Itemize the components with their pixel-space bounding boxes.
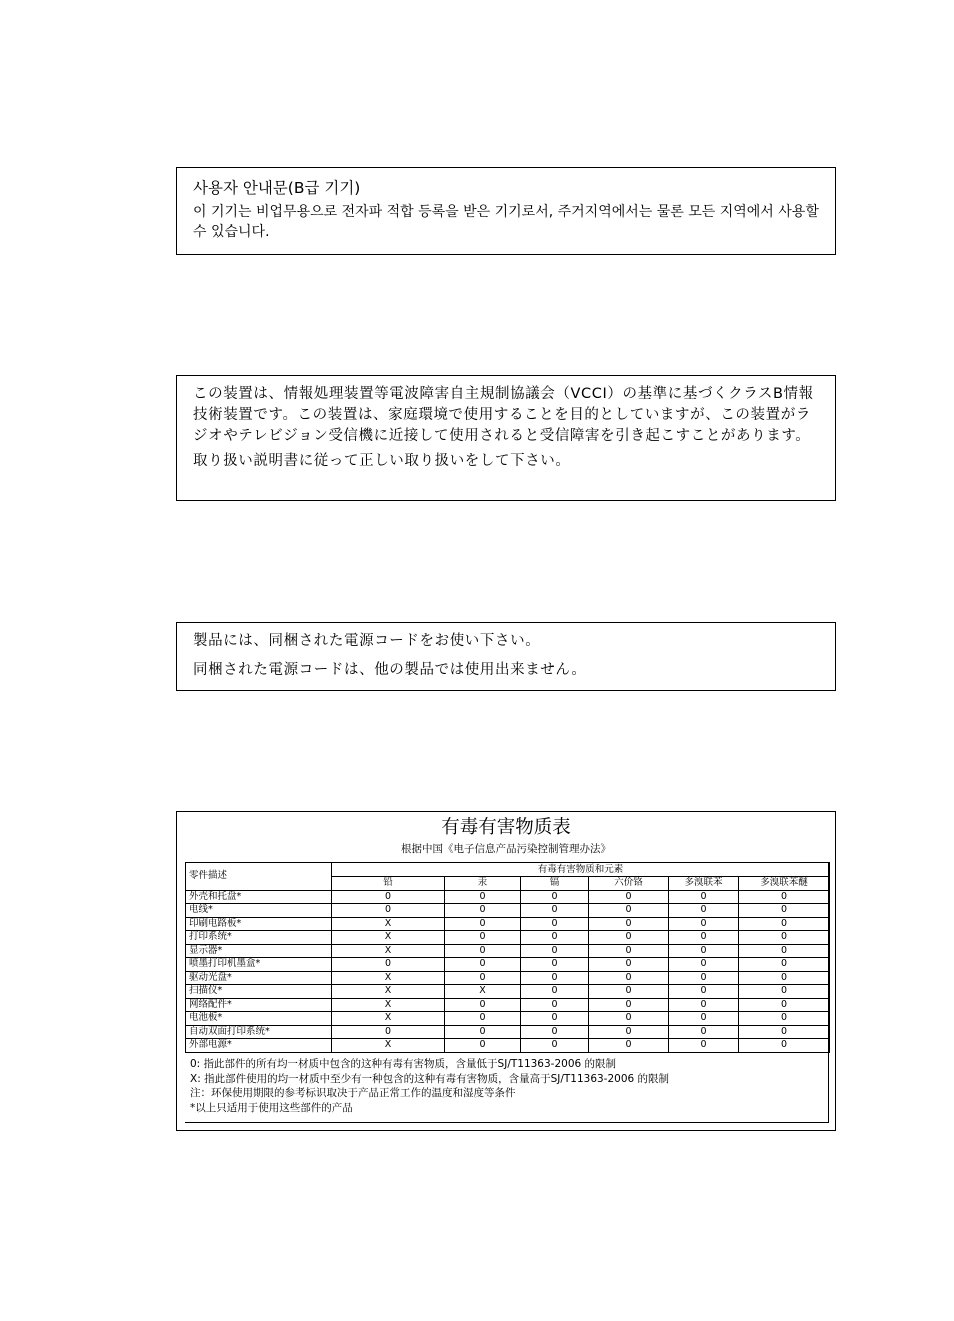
substance-value-cell: 0: [445, 998, 521, 1012]
substance-value-cell: 0: [589, 1039, 669, 1053]
power-cord-line-1: 製品には、同梱された電源コードをお使い下さい。: [193, 633, 541, 649]
substance-value-cell: X: [332, 971, 445, 985]
element-header: 六价铬: [589, 877, 669, 891]
table-row: [186, 1012, 830, 1026]
table-bottom-edge: [185, 1122, 829, 1123]
substance-value-cell: 0: [669, 985, 739, 999]
substance-value-cell: 0: [669, 1012, 739, 1026]
hazard-note: *以上只适用于使用这些部件的产品: [190, 1101, 353, 1114]
substance-value-cell: 0: [521, 931, 589, 945]
substance-value-cell: 0: [589, 998, 669, 1012]
substance-value-cell: 0: [521, 1025, 589, 1039]
part-name-cell: 电线*: [186, 904, 332, 918]
substance-value-cell: 0: [589, 1012, 669, 1026]
substance-value-cell: 0: [739, 944, 830, 958]
substance-value-cell: X: [332, 1012, 445, 1026]
part-name-cell: 扫描仪*: [186, 985, 332, 999]
substance-value-cell: 0: [332, 904, 445, 918]
substance-value-cell: 0: [739, 917, 830, 931]
substance-value-cell: 0: [589, 958, 669, 972]
substance-value-cell: 0: [589, 904, 669, 918]
substance-value-cell: 0: [739, 1025, 830, 1039]
substance-value-cell: 0: [589, 931, 669, 945]
element-header: 铅: [332, 877, 445, 891]
part-name-cell: 喷墨打印机墨盒*: [186, 958, 332, 972]
substance-value-cell: 0: [739, 985, 830, 999]
table-row: [186, 971, 830, 985]
vcci-notice-box: [176, 375, 836, 501]
substance-value-cell: 0: [669, 944, 739, 958]
substance-value-cell: 0: [445, 904, 521, 918]
substance-value-cell: 0: [445, 931, 521, 945]
hazard-table-body: [186, 890, 830, 1052]
substance-value-cell: 0: [589, 944, 669, 958]
table-row: [186, 985, 830, 999]
substance-value-cell: 0: [521, 1039, 589, 1053]
substance-value-cell: 0: [521, 998, 589, 1012]
substance-value-cell: 0: [589, 890, 669, 904]
substance-value-cell: 0: [739, 958, 830, 972]
korean-notice-box: [176, 167, 836, 255]
substance-value-cell: X: [332, 944, 445, 958]
substance-value-cell: 0: [589, 917, 669, 931]
hazard-table-subtitle: 根据中国《电子信息产品污染控制管理办法》: [401, 843, 611, 855]
part-name-cell: 打印系统*: [186, 931, 332, 945]
substance-value-cell: 0: [669, 971, 739, 985]
substance-value-cell: 0: [521, 917, 589, 931]
hazard-table-box: [176, 811, 836, 1131]
table-row: [186, 1025, 830, 1039]
hazard-table: [185, 862, 830, 1053]
substance-value-cell: 0: [445, 958, 521, 972]
substance-value-cell: 0: [739, 998, 830, 1012]
substance-value-cell: X: [332, 985, 445, 999]
vcci-notice-paragraph-2: 取り扱い説明書に従って正しい取り扱いをして下さい。: [193, 453, 571, 469]
substance-value-cell: 0: [445, 890, 521, 904]
substance-group-header: 有毒有害物质和元素: [332, 863, 830, 877]
part-name-cell: 显示器*: [186, 944, 332, 958]
part-name-cell: 外壳和托盘*: [186, 890, 332, 904]
substance-value-cell: 0: [521, 944, 589, 958]
hazard-notes: [190, 1057, 669, 1115]
table-row: [186, 931, 830, 945]
substance-value-cell: 0: [739, 890, 830, 904]
substance-value-cell: 0: [445, 1012, 521, 1026]
substance-value-cell: 0: [739, 971, 830, 985]
part-name-cell: 外部电源*: [186, 1039, 332, 1053]
hazard-table-title: 有毒有害物质表: [441, 817, 571, 838]
substance-value-cell: X: [332, 998, 445, 1012]
power-cord-line-2: 同梱された電源コードは、他の製品では使用出来ません。: [193, 662, 587, 678]
substance-value-cell: 0: [445, 917, 521, 931]
table-row: [186, 904, 830, 918]
substance-value-cell: 0: [669, 904, 739, 918]
substance-value-cell: 0: [669, 998, 739, 1012]
element-header: 多溴联苯醚: [739, 877, 830, 891]
part-name-cell: 印刷电路板*: [186, 917, 332, 931]
table-row: [186, 917, 830, 931]
table-row: [186, 1039, 830, 1053]
table-right-edge: [828, 862, 829, 1123]
element-header: 多溴联苯: [669, 877, 739, 891]
substance-value-cell: 0: [445, 1039, 521, 1053]
substance-value-cell: 0: [669, 917, 739, 931]
hazard-note: 0: 指此部件的所有均一材质中包含的这种有毒有害物质，含量低于SJ/T11363-2006 的限制: [190, 1058, 617, 1070]
substance-value-cell: X: [332, 917, 445, 931]
element-header: 镉: [521, 877, 589, 891]
power-cord-notice-box: [176, 622, 836, 691]
substance-value-cell: X: [332, 931, 445, 945]
part-name-cell: 电池板*: [186, 1012, 332, 1026]
substance-value-cell: 0: [669, 1025, 739, 1039]
substance-value-cell: 0: [521, 958, 589, 972]
substance-value-cell: 0: [739, 1012, 830, 1026]
substance-value-cell: 0: [739, 1039, 830, 1053]
substance-value-cell: 0: [589, 1025, 669, 1039]
korean-notice-title: 사용자 안내문(B급 기기): [193, 179, 361, 197]
substance-value-cell: 0: [332, 1025, 445, 1039]
substance-value-cell: 0: [739, 931, 830, 945]
part-name-cell: 自动双面打印系统*: [186, 1025, 332, 1039]
substance-value-cell: 0: [521, 1012, 589, 1026]
substance-value-cell: 0: [521, 971, 589, 985]
substance-value-cell: 0: [445, 1025, 521, 1039]
part-description-header: 零件描述: [186, 863, 332, 891]
element-header: 汞: [445, 877, 521, 891]
hazard-note: X: 指此部件使用的均一材质中至少有一种包含的这种有毒有害物质，含量高于SJ/T11363-2006 的限制: [190, 1072, 670, 1085]
substance-value-cell: 0: [445, 944, 521, 958]
substance-value-cell: 0: [521, 904, 589, 918]
substance-value-cell: 0: [669, 890, 739, 904]
hazard-note: 注：环保使用期限的参考标识取决于产品正常工作的温度和湿度等条件: [190, 1087, 516, 1099]
table-row: [186, 958, 830, 972]
substance-value-cell: 0: [521, 985, 589, 999]
substance-value-cell: 0: [589, 985, 669, 999]
substance-value-cell: 0: [589, 971, 669, 985]
substance-value-cell: 0: [669, 1039, 739, 1053]
table-row: [186, 998, 830, 1012]
part-name-cell: 驱动光盘*: [186, 971, 332, 985]
vcci-notice-paragraph-1: この装置は、情報処理装置等電波障害自主規制協議会（VCCI）の基準に基づくクラスB情報技術装置です。この装置は、家庭環境で使用することを目的としていますが、この装置がラジオやテレビジョン受信機に近接して使用されると受信障害を引き起こすことがあります。: [193, 386, 814, 444]
table-row: [186, 944, 830, 958]
substance-value-cell: 0: [669, 958, 739, 972]
part-name-cell: 网络配件*: [186, 998, 332, 1012]
substance-value-cell: X: [445, 985, 521, 999]
substance-value-cell: 0: [669, 931, 739, 945]
substance-value-cell: 0: [739, 904, 830, 918]
substance-value-cell: 0: [332, 958, 445, 972]
korean-notice-body: 이 기기는 비업무용으로 전자파 적합 등록을 받은 기기로서, 주거지역에서는 물론 모든 지역에서 사용할 수 있습니다.: [193, 204, 819, 240]
substance-value-cell: X: [332, 1039, 445, 1053]
substance-value-cell: 0: [521, 890, 589, 904]
substance-value-cell: 0: [332, 890, 445, 904]
substance-value-cell: 0: [445, 971, 521, 985]
table-row: [186, 890, 830, 904]
